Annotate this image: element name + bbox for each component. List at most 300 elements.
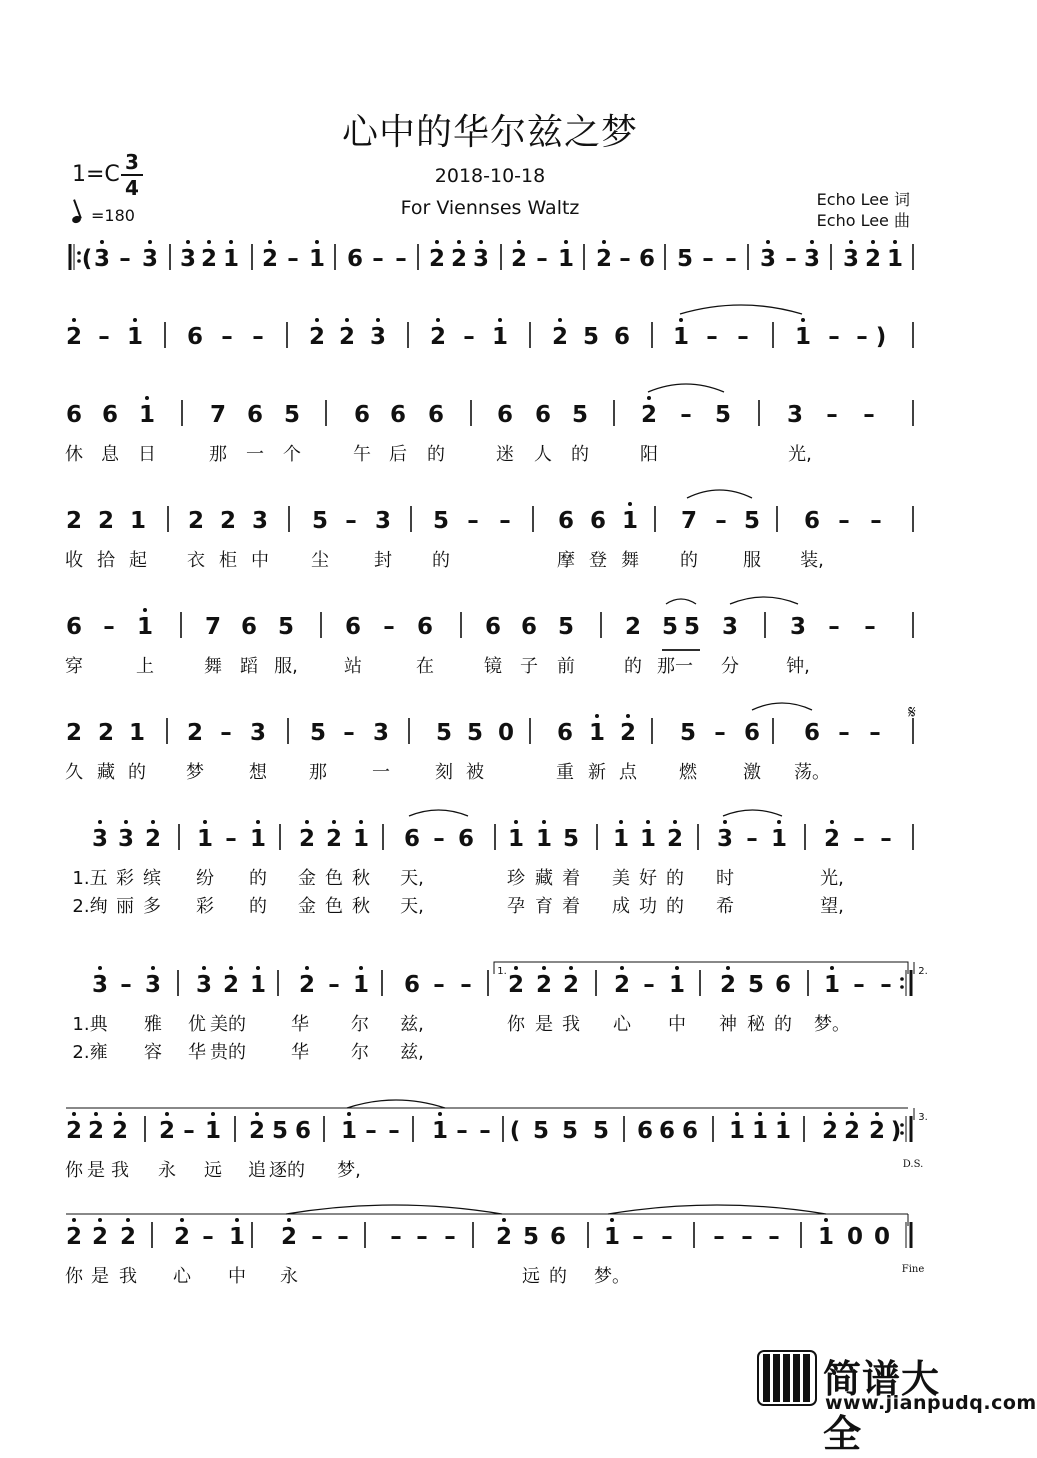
high-octave-dot	[435, 240, 439, 244]
note: 3	[141, 246, 159, 272]
dash-note: –	[706, 324, 718, 350]
note: 7	[209, 402, 227, 428]
note: 2	[200, 246, 218, 272]
note: 2	[222, 972, 240, 998]
note: 5	[311, 508, 329, 534]
lyric-syllable: 蹈	[240, 656, 258, 677]
note: 1	[639, 826, 657, 852]
lyric-syllable: 色	[325, 868, 343, 889]
note: 6	[484, 614, 502, 640]
subtitle: For Viennses Waltz	[400, 197, 580, 219]
lyric-syllable: 服,	[274, 656, 298, 677]
note: 1	[228, 1224, 246, 1250]
lyric-syllable: 光,	[820, 868, 844, 889]
dash-note: –	[702, 246, 714, 272]
dash-note: –	[365, 1118, 377, 1144]
slur-arc	[730, 597, 798, 604]
note: 2	[823, 826, 841, 852]
note: 0	[497, 720, 515, 746]
note: 6	[427, 402, 445, 428]
high-octave-dot	[305, 966, 309, 970]
dash-note: –	[725, 246, 737, 272]
lyric-syllable: 我	[111, 1160, 129, 1181]
note: 6	[681, 1118, 699, 1144]
lyric-syllable: 起	[129, 550, 147, 571]
repeat-dot	[900, 977, 904, 981]
note: 5	[557, 614, 575, 640]
note: 2	[535, 972, 553, 998]
high-octave-dot	[72, 1218, 76, 1222]
note: 3	[93, 246, 111, 272]
lyric-syllable: 后	[389, 444, 407, 465]
high-octave-dot	[610, 1218, 614, 1222]
segno-sign: 𝄋	[908, 702, 916, 723]
lyric-syllable: 天,	[400, 868, 424, 889]
high-octave-dot	[502, 1218, 506, 1222]
note: 5	[435, 720, 453, 746]
lyric-syllable: 的	[774, 1014, 792, 1035]
note: 1	[612, 826, 630, 852]
note: 3	[195, 972, 213, 998]
note: 6	[638, 246, 656, 272]
site-logo	[757, 1348, 1037, 1456]
note: 6	[346, 246, 364, 272]
note: 2	[666, 826, 684, 852]
high-octave-dot	[229, 966, 233, 970]
lyric-syllable: 缤	[143, 868, 161, 889]
high-octave-dot	[735, 1112, 739, 1116]
note: 3	[842, 246, 860, 272]
time-signature-top: 3	[125, 150, 139, 174]
lyric-syllable: 的	[549, 1266, 567, 1287]
note: 2	[87, 1118, 105, 1144]
logo-text: 简谱大全	[823, 1357, 941, 1456]
note: 3	[786, 402, 804, 428]
lyric-syllable-verse2: 育	[535, 896, 553, 917]
slur-arc	[286, 1205, 502, 1214]
note: 2	[507, 972, 525, 998]
lyric-syllable: 美	[612, 868, 630, 889]
note: 2	[821, 1118, 839, 1144]
dash-note: –	[183, 1118, 195, 1144]
dash-note: –	[643, 972, 655, 998]
lyric-syllable: 珍	[507, 868, 525, 889]
lyric-syllable: 兹,	[400, 1014, 424, 1035]
lyric-syllable: 优	[188, 1014, 206, 1035]
note: 1	[672, 324, 690, 350]
high-octave-dot	[830, 820, 834, 824]
lyric-syllable: 那	[209, 444, 227, 465]
lyric-syllable: 那一	[657, 656, 693, 677]
note: 1	[507, 826, 525, 852]
lyric-syllable-verse2: 容	[144, 1042, 162, 1063]
date-line: 2018-10-18	[434, 165, 546, 187]
slur-arc	[723, 810, 782, 816]
lyric-syllable: 柜	[219, 550, 237, 571]
lyric-syllable: 被	[466, 762, 484, 783]
lyric-syllable: 美的	[210, 1014, 246, 1035]
high-octave-dot	[98, 966, 102, 970]
note: 2	[510, 246, 528, 272]
note: 5	[679, 720, 697, 746]
lyric-syllable-verse2: 色	[325, 896, 343, 917]
lyric-syllable: 激	[743, 762, 761, 783]
note: 6	[658, 1118, 676, 1144]
lyric-syllable: 午	[353, 444, 371, 465]
lyric-syllable: 日	[138, 444, 156, 465]
lyric-syllable: 的	[427, 444, 445, 465]
note: 2	[562, 972, 580, 998]
lyric-syllable: 金	[298, 868, 316, 889]
dash-note: –	[870, 508, 882, 534]
high-octave-dot	[564, 240, 568, 244]
high-octave-dot	[229, 240, 233, 244]
lyric-syllable: 你	[507, 1014, 525, 1035]
lyric-syllable: 一	[246, 444, 264, 465]
high-octave-dot	[830, 966, 834, 970]
lyric-syllable-verse2: 丽	[116, 896, 134, 917]
lyric-syllable-verse2: 成	[612, 896, 630, 917]
dash-note: –	[715, 508, 727, 534]
high-octave-dot	[517, 240, 521, 244]
dash-note: –	[713, 1224, 725, 1250]
dash-note: –	[746, 826, 758, 852]
lyric-syllable: 尔	[351, 1014, 369, 1035]
dash-note: –	[828, 614, 840, 640]
note: 6	[246, 402, 264, 428]
high-octave-dot	[268, 240, 272, 244]
note: 5	[661, 614, 679, 640]
high-octave-dot	[849, 240, 853, 244]
high-octave-dot	[305, 820, 309, 824]
volta-label-1: 1.	[497, 966, 507, 977]
lyric-syllable: 刻	[435, 762, 453, 783]
note: 5	[466, 720, 484, 746]
note: 1	[588, 720, 606, 746]
lyric-syllable: 舞	[204, 656, 222, 677]
note: 1	[138, 402, 156, 428]
high-octave-dot	[647, 396, 651, 400]
dash-note: –	[838, 508, 850, 534]
lyric-syllable-verse2: 着	[562, 896, 580, 917]
note: 1	[431, 1118, 449, 1144]
note: 6	[353, 402, 371, 428]
note: 2	[595, 246, 613, 272]
note: 2	[429, 324, 447, 350]
high-octave-dot	[542, 820, 546, 824]
lyricist-credit: Echo Lee 词	[816, 190, 910, 209]
note: 1	[352, 826, 370, 852]
lyric-syllable: 服	[743, 550, 761, 571]
high-octave-dot	[542, 966, 546, 970]
note: 2	[338, 324, 356, 350]
high-octave-dot	[203, 820, 207, 824]
high-octave-dot	[72, 1112, 76, 1116]
note: 6	[186, 324, 204, 350]
note: 2	[864, 246, 882, 272]
lyric-syllable-verse2: 多	[143, 896, 161, 917]
note: 6	[416, 614, 434, 640]
high-octave-dot	[766, 240, 770, 244]
lyric-syllable: 中	[668, 1014, 686, 1035]
note: 3	[721, 614, 739, 640]
note: 2	[613, 972, 631, 998]
lyric-syllable: 燃	[679, 762, 697, 783]
volta-label-2: 2.	[918, 966, 928, 977]
note: 1	[728, 1118, 746, 1144]
slur-arc	[752, 703, 812, 710]
high-octave-dot	[436, 318, 440, 322]
lyric-syllable: 梦	[186, 762, 204, 783]
note: 3	[372, 720, 390, 746]
note: 1	[621, 508, 639, 534]
dash-note: –	[863, 402, 875, 428]
dash-note: –	[768, 1224, 780, 1250]
note: 2	[186, 720, 204, 746]
slur-arc	[687, 490, 752, 498]
note: 6	[743, 720, 761, 746]
lyric-syllable: 衣	[187, 550, 205, 571]
note: 1	[340, 1118, 358, 1144]
note: 2	[158, 1118, 176, 1144]
note: 5	[714, 402, 732, 428]
lyric-syllable: 我	[562, 1014, 580, 1035]
lyric-syllable: 的	[249, 868, 267, 889]
high-octave-dot	[871, 240, 875, 244]
high-octave-dot	[143, 608, 147, 612]
lyric-syllable-verse2: 的	[249, 896, 267, 917]
lyric-syllable: 想	[249, 762, 267, 783]
high-octave-dot	[810, 240, 814, 244]
dash-note: –	[433, 972, 445, 998]
dash-note: –	[853, 826, 865, 852]
high-octave-dot	[893, 240, 897, 244]
lyric-syllable: 秘	[747, 1014, 765, 1035]
note: 1	[136, 614, 154, 640]
dash-note: –	[632, 1224, 644, 1250]
lyric-syllable: 逐的	[269, 1160, 305, 1181]
dash-note: –	[311, 1224, 323, 1250]
high-octave-dot	[287, 1218, 291, 1222]
lyric-syllable: 梦。	[594, 1266, 630, 1287]
high-octave-dot	[255, 1112, 259, 1116]
note: 2	[325, 826, 343, 852]
high-octave-dot	[875, 1112, 879, 1116]
bracket-mark: (	[509, 1118, 521, 1144]
lyric-syllable: 是	[87, 1160, 105, 1181]
note: 2	[91, 1224, 109, 1250]
lyric-syllable: 休	[65, 444, 83, 465]
high-octave-dot	[256, 820, 260, 824]
note: 6	[613, 324, 631, 350]
high-octave-dot	[726, 966, 730, 970]
note: 1	[249, 826, 267, 852]
high-octave-dot	[151, 966, 155, 970]
dash-note: –	[202, 1224, 214, 1250]
note: 2	[65, 1118, 83, 1144]
dash-note: –	[463, 324, 475, 350]
high-octave-dot	[118, 1112, 122, 1116]
high-octave-dot	[100, 240, 104, 244]
song-title: 心中的华尔兹之梦	[341, 112, 638, 153]
high-octave-dot	[619, 820, 623, 824]
high-octave-dot	[94, 1112, 98, 1116]
lyric-syllable: 1.五	[72, 868, 108, 889]
high-octave-dot	[628, 502, 632, 506]
high-octave-dot	[828, 1112, 832, 1116]
note: 5	[522, 1224, 540, 1250]
note: 1	[668, 972, 686, 998]
repeat-dot	[900, 985, 904, 989]
note: 6	[65, 614, 83, 640]
dash-note: –	[343, 720, 355, 746]
note: 0	[846, 1224, 864, 1250]
high-octave-dot	[347, 1112, 351, 1116]
lyric-syllable: 纷	[196, 868, 214, 889]
note: 1	[886, 246, 904, 272]
lyric-syllable: 站	[344, 656, 362, 677]
note: 2	[624, 614, 642, 640]
note: 6	[344, 614, 362, 640]
lyric-syllable: 镜	[484, 656, 502, 677]
lyric-syllable: 永	[280, 1266, 298, 1287]
note: 2	[261, 246, 279, 272]
high-octave-dot	[558, 318, 562, 322]
lyric-syllable: 装,	[800, 550, 824, 571]
note: 3	[789, 614, 807, 640]
volta-bracket-1	[494, 962, 908, 974]
lyric-syllable: 远	[204, 1160, 222, 1181]
dash-note: –	[98, 324, 110, 350]
note: 6	[556, 720, 574, 746]
note: 5	[561, 1118, 579, 1144]
lyric-syllable-verse2: 2.绚	[72, 896, 108, 917]
note: 1	[557, 246, 575, 272]
note: 1	[491, 324, 509, 350]
note: 1	[204, 1118, 222, 1144]
high-octave-dot	[679, 318, 683, 322]
lyric-syllable: 在	[416, 656, 434, 677]
note: 1	[603, 1224, 621, 1250]
note: 6	[557, 508, 575, 534]
lyric-syllable: 拾	[97, 550, 115, 571]
high-octave-dot	[72, 318, 76, 322]
note: 1	[352, 972, 370, 998]
slur-arc	[666, 599, 696, 604]
lyric-syllable: 藏	[535, 868, 553, 889]
dash-note: –	[433, 826, 445, 852]
lyric-syllable-verse2: 孕	[507, 896, 525, 917]
dash-note: –	[444, 1224, 456, 1250]
dash-note: –	[252, 324, 264, 350]
note: 2	[97, 508, 115, 534]
note: 6	[403, 826, 421, 852]
note: 6	[240, 614, 258, 640]
note: 1	[196, 826, 214, 852]
lyric-syllable: 1.典	[72, 1014, 108, 1035]
lyric-syllable: 人	[534, 444, 552, 465]
high-octave-dot	[211, 1112, 215, 1116]
high-octave-dot	[673, 820, 677, 824]
lyric-syllable: 阳	[640, 444, 658, 465]
lyric-syllable: 彩	[116, 868, 134, 889]
lyric-syllable: 永	[158, 1160, 176, 1181]
dash-note: –	[479, 1118, 491, 1144]
high-octave-dot	[801, 318, 805, 322]
note: 2	[65, 1224, 83, 1250]
lyric-syllable: 封	[374, 550, 392, 571]
note: 2	[298, 972, 316, 998]
dash-note: –	[103, 614, 115, 640]
note: 3	[472, 246, 490, 272]
note: 2	[111, 1118, 129, 1144]
note: 2	[97, 720, 115, 746]
lyric-syllable-verse2: 华	[291, 1042, 309, 1063]
note: 2	[119, 1224, 137, 1250]
note: 5	[277, 614, 295, 640]
bracket-mark: )	[890, 1118, 902, 1144]
high-octave-dot	[145, 396, 149, 400]
note: 2	[248, 1118, 266, 1144]
note: 1	[774, 1118, 792, 1144]
fine-mark: Fine	[901, 1264, 925, 1275]
high-octave-dot	[479, 240, 483, 244]
note: 3	[374, 508, 392, 534]
note: 3	[91, 972, 109, 998]
note: 1	[823, 972, 841, 998]
lyric-syllable: 是	[535, 1014, 553, 1035]
lyric-syllable-verse2: 金	[298, 896, 316, 917]
lyric-syllable: 子	[520, 656, 538, 677]
dash-note: –	[388, 1118, 400, 1144]
high-octave-dot	[126, 1218, 130, 1222]
note: 3	[251, 508, 269, 534]
dash-note: –	[287, 246, 299, 272]
high-octave-dot	[626, 714, 630, 718]
high-octave-dot	[256, 966, 260, 970]
dash-note: –	[864, 614, 876, 640]
note: 2	[450, 246, 468, 272]
high-octave-dot	[781, 1112, 785, 1116]
note: 1	[770, 826, 788, 852]
lyric-syllable: 是	[91, 1266, 109, 1287]
note: 6	[803, 508, 821, 534]
high-octave-dot	[98, 820, 102, 824]
note: 6	[65, 402, 83, 428]
dash-note: –	[856, 324, 868, 350]
lyric-syllable: 分	[721, 656, 739, 677]
slur-arc	[347, 1100, 445, 1108]
composer-credit: Echo Lee 曲	[816, 211, 910, 230]
note: 1	[222, 246, 240, 272]
note: 2	[298, 826, 316, 852]
note: 2	[65, 324, 83, 350]
piano-keys-icon	[757, 1350, 817, 1406]
note: 2	[308, 324, 326, 350]
lyric-syllable: 摩	[557, 550, 575, 571]
note: 2	[495, 1224, 513, 1250]
note: 6	[101, 402, 119, 428]
dash-note: –	[328, 972, 340, 998]
lyric-syllable: 重	[556, 762, 574, 783]
lyric-syllable: 时	[716, 868, 734, 889]
lyric-syllable: 你	[65, 1160, 83, 1181]
lyric-syllable: 的	[571, 444, 589, 465]
note: 6	[403, 972, 421, 998]
time-signature-bottom: 4	[125, 176, 139, 200]
lyric-syllable: 新	[588, 762, 606, 783]
dash-note: –	[741, 1224, 753, 1250]
